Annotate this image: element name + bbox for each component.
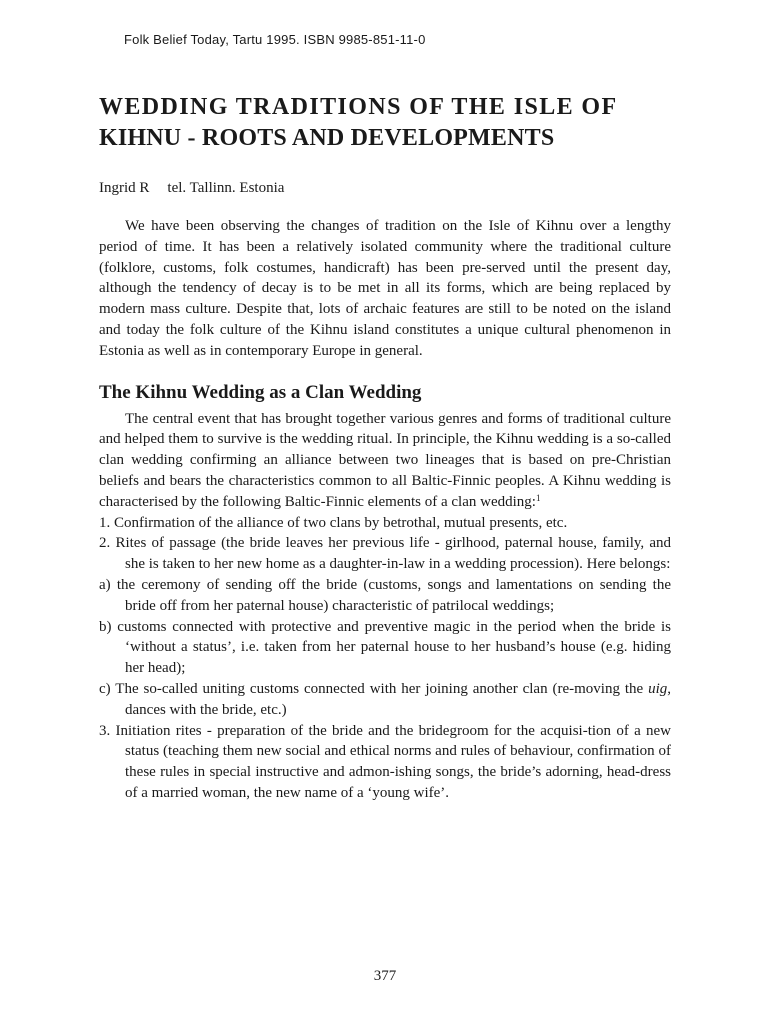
page-number: 377	[373, 968, 397, 984]
title-line-2: KIHNU - ROOTS AND DEVELOPMENTS	[99, 125, 555, 151]
list-item-1: 1. Confirmation of the alliance of two clans by betrothal, mutual presents, etc.	[99, 514, 568, 531]
title-line-1: WEDDING TRADITIONS OF THE ISLE OF	[99, 94, 618, 120]
author-line	[99, 178, 671, 198]
list-item-2: 2. Rites of passage (the bride leaves her previous life - girlhood, paternal house, family, and she is taken to her new home as a daughter-in-law in a wedding procession). Here belongs:	[99, 535, 671, 573]
section-heading: The Kihnu Wedding as a Clan Wedding	[99, 381, 422, 403]
list-item-c-text: c) The so-called uniting customs connected with her joining another clan (re-moving the	[99, 680, 649, 697]
author-name: Ingrid R	[99, 180, 150, 196]
author-affiliation: tel. Tallinn. Estonia	[167, 180, 285, 196]
intro-paragraph: We have been observing the changes of tradition on the Isle of Kihnu over a lengthy period of time. It has been a relatively isolated community where the traditional culture (folklore, customs, folk costumes, handicraft) has been pre-served until the present day, although the tendency of decay is to be met in all its forms, which are being replaced by modern mass culture. Despite that, lots of archaic features are still to be noted on the island and today the folk culture of the Kihnu island constitutes a unique cultural phenomenon in Estonia as well as in contemporary Europe in general.	[99, 218, 671, 359]
list-item-a: a) the ceremony of sending off the bride (customs, songs and lamentations on sending the bride off from her paternal house) characteristic of patrilocal weddings;	[99, 576, 671, 614]
list-item-c	[99, 679, 671, 721]
list-item-c-text-end: , dances with the bride, etc.)	[125, 680, 671, 718]
list-item-b: b) customs connected with protective and preventive magic in the period when the bride is ‘without a status’, i.e. taken from her paternal house to her husband’s house (e.g. hiding her head);	[99, 618, 671, 677]
footnote-marker: 1	[535, 492, 541, 503]
section-paragraph-text: The central event that has brought together various genres and forms of traditional culture and helped them to survive is the wedding ritual. In principle, the Kihnu wedding is a so-called clan wedding confirming an alliance between two lineages that is based on pre-Christian beliefs and bears the characteristics common to all Baltic-Finnic peoples. A Kihnu wedding is characterised by the following Baltic-Finnic elements of a clan wedding:	[99, 410, 671, 510]
list-item-3: 3. Initiation rites - preparation of the bride and the bridegroom for the acquisi-tion of a new status (teaching them new social and ethical norms and rules of behaviour, confirmation of these rules in special instructive and admon-ishing songs, the bride’s adorning, head-dress of a married woman, the new name of a ‘young wife’.	[99, 722, 671, 801]
section-paragraph	[99, 409, 671, 513]
article-body	[99, 92, 671, 804]
uig-term: uig	[648, 680, 668, 697]
article-title	[99, 92, 671, 154]
running-header: Folk Belief Today, Tartu 1995. ISBN 9985-851-11-0	[124, 32, 426, 47]
